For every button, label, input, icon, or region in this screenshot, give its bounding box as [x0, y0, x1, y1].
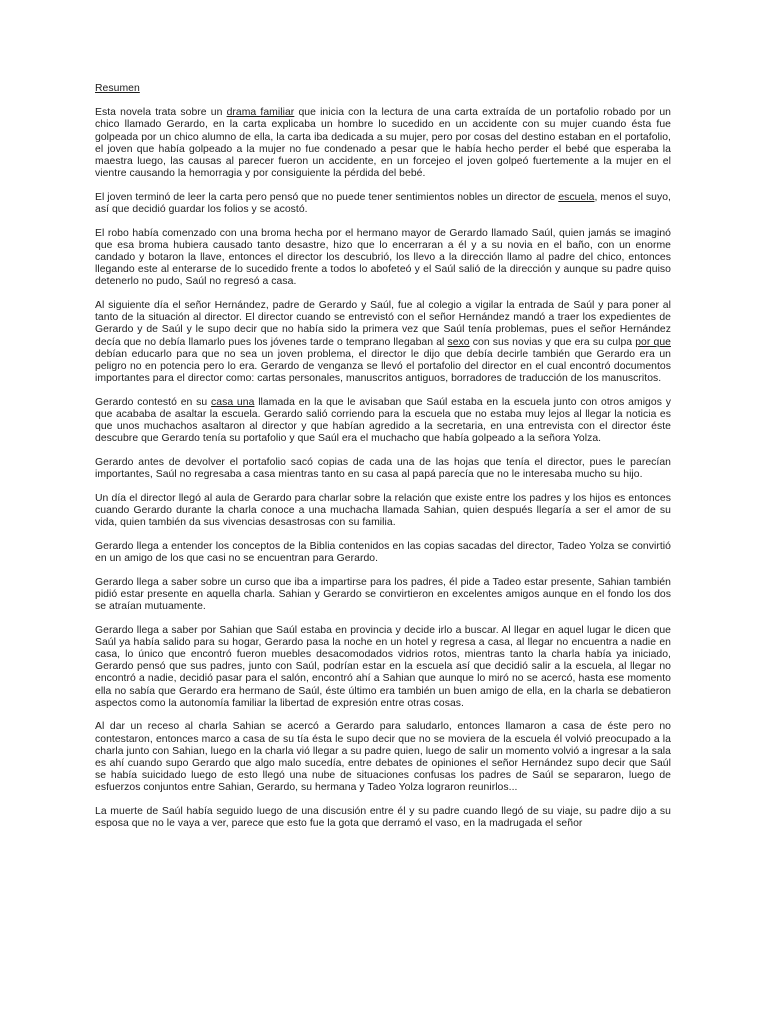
paragraph: [95, 806, 671, 830]
paragraph-text: Esta novela trata sobre un: [95, 107, 227, 119]
paragraph-text: con sus novias y que era su culpa: [469, 336, 636, 348]
paragraph-text: llamada en la que le avisaban que Saúl estaba en la escuela junto con otros amigos y que acababa de asaltar la escuela. Gerardo salió corriendo para la escuela que no estaba muy lejos al llegar la noticia es que unos muchachos asaltaron al director y que habían agredido a la secretaria, en una entrevista con el director éste descubre que Gerardo tenía su portafolio y que Saúl era el muchacho que había golpeado a la señora Yolza.: [95, 396, 671, 445]
paragraph-text: que inicia con la lectura de una carta extraída de un portafolio robado por un chico llamado Gerardo, en la carta explicaba un hombre lo sucedido en un accidente con su mujer cuando ésta fue golpeada por un chico alumno de ella, la carta iba dedicada a su mujer, pero por cosas del destino estaban en el portafolio, el joven que había golpeado a la mujer no fue condenado a pesar que le había hecho perder el bebé que esperaba la maestra luego, las causas al parecer fueron un accidente, en un forcejeo el joven golpeó fuertemente a la mujer en el vientre causando la hemorragia y por consiguiente la pérdida del bebé.: [95, 107, 671, 180]
paragraph: [95, 577, 671, 614]
paragraph-text: debían educarlo para que no sea un joven problema, el director le dijo que debía decirle también que Gerardo era un peligro no en potencia pero lo era. Gerardo de venganza se llevó el portafolio del director en el cual encontró documentos importantes para el director como: cartas personales, manuscritos antiguos, borradores de traducción de los manuscritos.: [95, 348, 671, 385]
paragraph: [95, 457, 671, 481]
document-page: [95, 83, 671, 842]
paragraph: [95, 228, 671, 289]
paragraph: [95, 192, 671, 216]
paragraph-text: Gerardo antes de devolver el portafolio sacó copias de cada una de las hojas que tenía el director, pues le parecían importantes, Saúl no regresaba a casa mientras tanto en su casa al papá parecía que no le interesaba mucho su hijo.: [95, 457, 671, 481]
paragraph-text: Gerardo llega a saber sobre un curso que iba a impartirse para los padres, él pide a Tadeo estar presente, Sahian también pidió estar presente en aquella charla. Sahian y Gerardo se convirtieron en excelentes amigos aunque en el fondo los dos se atraían mutuamente.: [95, 576, 671, 613]
paragraph: [95, 541, 671, 565]
paragraph-text: Al siguiente día el señor Hernández, padre de Gerardo y Saúl, fue al colegio a vigilar la entrada de Saúl y para poner al tanto de la situación al director. El director cuando se entrevistó con el señor Hernández mandó a traer los expedientes de Gerardo y de Saúl y le supo decir que no había sido la primera vez que Saúl tenía problemas, pues el señor Hernández decía que no debía llamarlo pues los jóvenes tarde o temprano llegaban al: [95, 300, 671, 348]
inline-link[interactable]: casa una: [211, 396, 255, 408]
paragraph: [95, 721, 671, 794]
paragraph-text: , menos el suyo, así que decidió guardar los folios y se acostó.: [95, 191, 671, 216]
paragraph-text: El robo había comenzado con una broma hecha por el hermano mayor de Gerardo llamado Saúl, quien jamás se imaginó que esa broma hubiera causado tanto desastre, hizo que lo encerraran a él y a su novia en el baño, con un enorme candado y botaron la llave, entonces el director los descubrió, los llevo a la dirección llamo al padre del chico, entonces llegando este al enterarse de lo sucedido frente a todos lo abofeteó y el Saúl salió de la dirección y aunque su padre quiso detenerlo no pudo, Saúl no regresó a casa.: [95, 227, 671, 288]
paragraph: [95, 625, 671, 710]
paragraph: [95, 493, 671, 530]
paragraph: [95, 397, 671, 446]
paragraph-text: Gerardo contestó en su: [95, 396, 211, 408]
paragraph-text: Gerardo llega a entender los conceptos de la Biblia contenidos en las copias sacadas del director, Tadeo Yolza se convirtió en un amigo de los que casi no se encuentran para Gerardo.: [95, 540, 671, 565]
paragraph-text: Gerardo llega a saber por Sahian que Saúl estaba en provincia y decide irlo a buscar. Al llegar en aquel lugar le dicen que Saúl ya había salido para su hogar, Gerardo pasa la noche en un hotel y regresa a casa, al llegar no encuentra a nadie en casa, lo único que encontró fueron muebles desacomodados vidrios rotos, mientras tanto la charla había ya iniciado, Gerardo pensó que sus padres, junto con Saúl, podrían estar en la escuela así que decidió salir a la escuela, al llegar no encontró a nadie, decidió pasar para el salón, encontró ahí a Sahian que aunque lo miró no se acercó, hasta ese momento ella no sabía que Gerardo era hermano de Saúl, éste último era también un buen amigo de ella, en la charla se debatieron aspectos como la autonomía familiar la libertad de expresión entre otras cosas.: [95, 624, 671, 709]
document-heading: Resumen: [95, 83, 140, 94]
paragraph: [95, 300, 671, 385]
inline-link[interactable]: sexo: [447, 336, 470, 348]
paragraph: [95, 107, 671, 180]
paragraph-text: La muerte de Saúl había seguido luego de una discusión entre él y su padre cuando llegó de su viaje, su padre dijo a su esposa que no le vaya a ver, parece que esto fue la gota que derramó el vaso, en la madrugada el señor: [95, 806, 671, 830]
inline-link[interactable]: drama familiar: [226, 107, 295, 119]
paragraph-text: Un día el director llegó al aula de Gerardo para charlar sobre la relación que existe entre los padres y los hijos es entonces cuando Gerardo durante la charla conoce a una muchacha llamada Sahian, quien después llegaría a ser el amor de su vida, quien también da sus vivencias desastrosas con su familia.: [95, 492, 671, 529]
paragraph-list: [95, 107, 671, 830]
inline-link[interactable]: por que: [635, 336, 671, 348]
paragraph-text: Al dar un receso al charla Sahian se acercó a Gerardo para saludarlo, entonces llamaron a casa de éste pero no contestaron, entonces marco a casa de su tía ésta le supo decir que no se moviera de la escuela él volvió preocupado a la charla junto con Sahian, luego en la charla vió llegar a su padre quien, luego de salir un momento volvió a ingresar a la sala es ahí cuando supo Gerardo que algo malo sucedía, entre debates de opiniones el señor Hernández supo decir que Saúl se había suicidado luego de esto llegó una nube de situaciones confusas los padres de Saúl se separaron, luego de esfuerzos conjuntos entre Sahian, Gerardo, su hermana y Tadeo Yolza lograron reunirlos...: [95, 721, 671, 794]
paragraph-text: El joven terminó de leer la carta pero pensó que no puede tener sentimientos nobles un director de: [95, 191, 559, 203]
inline-link[interactable]: escuela: [558, 191, 595, 203]
